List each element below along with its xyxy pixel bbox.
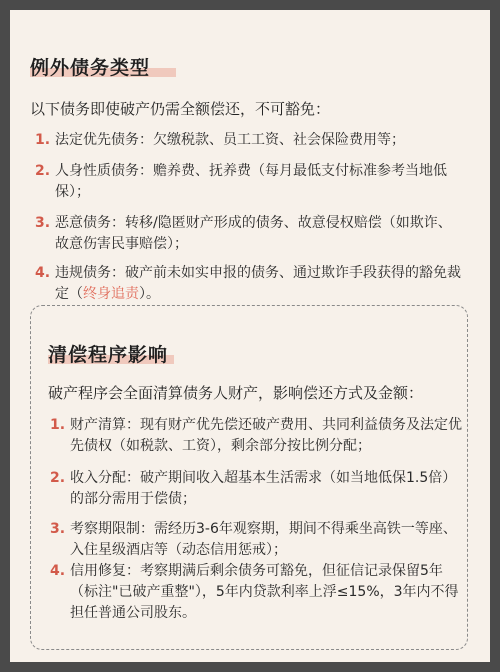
item-text bbox=[35, 263, 465, 305]
section-intro: 破产程序会全面清算债务人财产，影响偿还方式及金额： bbox=[48, 384, 424, 402]
item-text: 收入分配：破产期间收入超基本生活需求（如当地低保1.5倍）的部分需用于偿债； bbox=[70, 470, 457, 507]
item-text: 人身性质债务：赡养费、抚养费（每月最低支付标准参考当地低保）； bbox=[55, 163, 447, 200]
item-number: 3. bbox=[35, 215, 51, 231]
item-number: 4. bbox=[50, 563, 66, 579]
highlight-text: 终身追责 bbox=[83, 286, 139, 302]
item-text: 信用修复：考察期满后剩余债务可豁免，但征信记录保留5年（标注"已破产重整"），5年内贷款利率上浮≤15%，3年内不得担任普通公司股东。 bbox=[70, 563, 459, 621]
list-item bbox=[35, 130, 471, 151]
list-item bbox=[35, 213, 465, 255]
section-intro: 以下债务即使破产仍需全额偿还，不可豁免： bbox=[30, 100, 331, 118]
item-text-part: ）。 bbox=[139, 286, 160, 302]
item-number: 1. bbox=[35, 132, 51, 148]
item-number: 2. bbox=[35, 163, 51, 179]
item-number: 4. bbox=[35, 265, 51, 281]
list-item bbox=[35, 263, 465, 305]
item-number: 2. bbox=[50, 470, 66, 486]
list-item bbox=[50, 415, 462, 457]
item-text: 财产清算：现有财产优先偿还破产费用、共同利益债务及法定优先债权（如税款、工资），剩余部分按比例分配； bbox=[70, 417, 462, 454]
list-item bbox=[35, 161, 465, 203]
section-title-repayment-procedure: 清偿程序影响 bbox=[48, 344, 169, 366]
list-item bbox=[50, 468, 462, 510]
item-number: 1. bbox=[50, 417, 66, 433]
list-item bbox=[50, 519, 462, 561]
item-text: 恶意债务：转移/隐匿财产形成的债务、故意侵权赔偿（如欺诈、故意伤害民事赔偿）； bbox=[55, 215, 452, 252]
document-page bbox=[10, 10, 490, 662]
section-title-exception-debts: 例外债务类型 bbox=[30, 57, 151, 79]
item-number: 3. bbox=[50, 521, 66, 537]
list-item bbox=[50, 561, 462, 624]
item-text: 考察期限制：需经历3-6年观察期，期间不得乘坐高铁一等座、入住星级酒店等（动态信用惩戒）； bbox=[70, 521, 457, 558]
item-text: 法定优先债务：欠缴税款、员工工资、社会保险费用等； bbox=[55, 132, 405, 148]
item-text-part: 违规债务：破产前未如实申报的债务、通过欺诈手段获得的豁免裁定（ bbox=[55, 265, 461, 302]
